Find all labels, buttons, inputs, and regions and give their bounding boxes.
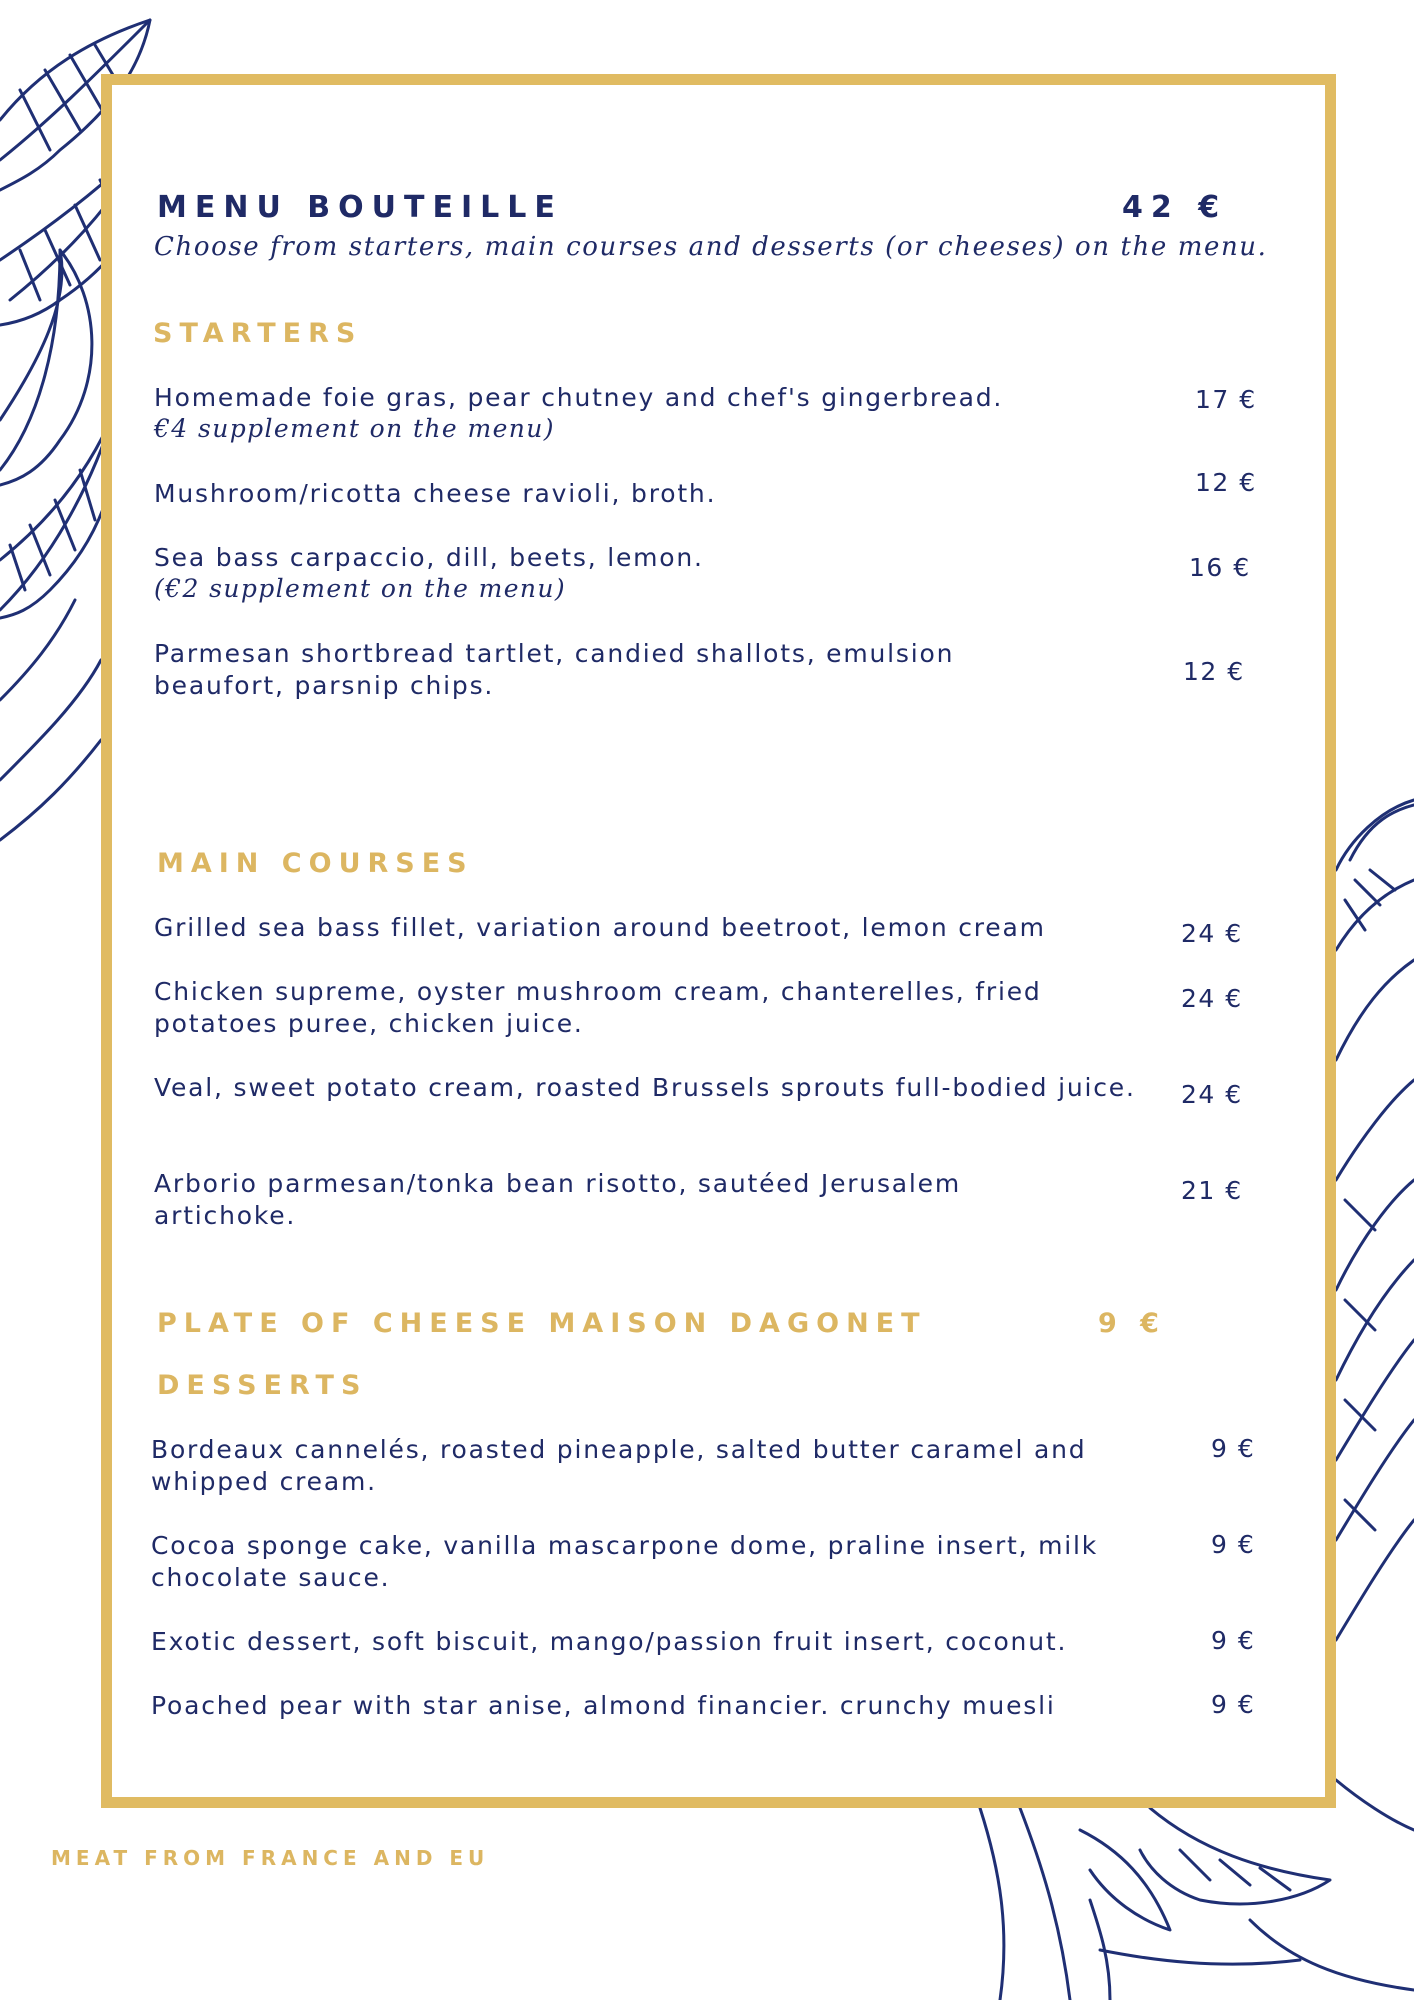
item-price: 12 € bbox=[1183, 657, 1245, 686]
item-price: 21 € bbox=[1181, 1176, 1243, 1205]
item-price: 12 € bbox=[1195, 468, 1257, 497]
footer-note: MEAT FROM FRANCE AND EU bbox=[51, 1846, 490, 1870]
menu-item bbox=[154, 382, 1104, 444]
cheese-plate-title: PLATE OF CHEESE MAISON DAGONET bbox=[157, 1308, 927, 1339]
item-price: 9 € bbox=[1211, 1690, 1256, 1719]
menu-item bbox=[154, 1072, 1144, 1104]
menu-item bbox=[154, 542, 1104, 604]
section-title-starters: STARTERS bbox=[153, 318, 363, 349]
menu-item bbox=[151, 1626, 1181, 1658]
item-price: 24 € bbox=[1181, 984, 1243, 1013]
menu-item bbox=[154, 638, 1054, 702]
menu-item bbox=[151, 1690, 1181, 1722]
menu-item bbox=[154, 478, 1104, 510]
item-description: Mushroom/ricotta cheese ravioli, broth. bbox=[154, 479, 717, 508]
item-price: 24 € bbox=[1181, 1080, 1243, 1109]
item-description: Grilled sea bass fillet, variation around beetroot, lemon cream bbox=[154, 913, 1046, 942]
item-description: Poached pear with star anise, almond financier. crunchy muesli bbox=[151, 1691, 1056, 1720]
menu-price: 42 € bbox=[1122, 190, 1228, 225]
menu-item bbox=[151, 1434, 1181, 1498]
section-title-desserts: DESSERTS bbox=[157, 1370, 368, 1401]
item-note: (€2 supplement on the menu) bbox=[154, 574, 567, 603]
item-description: Veal, sweet potato cream, roasted Brussels sprouts full-bodied juice. bbox=[154, 1073, 1136, 1102]
item-description: Bordeaux cannelés, roasted pineapple, salted butter caramel and whipped cream. bbox=[151, 1435, 1087, 1496]
item-description: Arborio parmesan/tonka bean risotto, sautéed Jerusalem artichoke. bbox=[154, 1169, 962, 1230]
item-description: Homemade foie gras, pear chutney and chef's gingerbread. bbox=[154, 383, 1004, 412]
item-description: Sea bass carpaccio, dill, beets, lemon. bbox=[154, 543, 704, 572]
menu-item bbox=[151, 1530, 1181, 1594]
menu-title: MENU BOUTEILLE bbox=[157, 190, 563, 225]
item-price: 24 € bbox=[1181, 919, 1243, 948]
item-description: Parmesan shortbread tartlet, candied shallots, emulsion beaufort, parsnip chips. bbox=[154, 639, 955, 700]
section-title-main-courses: MAIN COURSES bbox=[157, 848, 474, 879]
menu-item bbox=[154, 976, 1144, 1040]
item-note: €4 supplement on the menu) bbox=[154, 414, 555, 443]
item-price: 9 € bbox=[1211, 1626, 1256, 1655]
menu-item bbox=[154, 1168, 1054, 1232]
item-price: 17 € bbox=[1195, 385, 1257, 414]
item-price: 9 € bbox=[1211, 1530, 1256, 1559]
menu-item bbox=[154, 912, 1144, 944]
item-description: Cocoa sponge cake, vanilla mascarpone dome, praline insert, milk chocolate sauce. bbox=[151, 1531, 1099, 1592]
item-description: Exotic dessert, soft biscuit, mango/passion fruit insert, coconut. bbox=[151, 1627, 1068, 1656]
cheese-plate-price: 9 € bbox=[1098, 1308, 1166, 1339]
item-price: 9 € bbox=[1211, 1434, 1256, 1463]
item-description: Chicken supreme, oyster mushroom cream, chanterelles, fried potatoes puree, chicken juice. bbox=[154, 977, 1042, 1038]
menu-subtitle: Choose from starters, main courses and desserts (or cheeses) on the menu. bbox=[154, 232, 1268, 262]
item-price: 16 € bbox=[1189, 553, 1251, 582]
